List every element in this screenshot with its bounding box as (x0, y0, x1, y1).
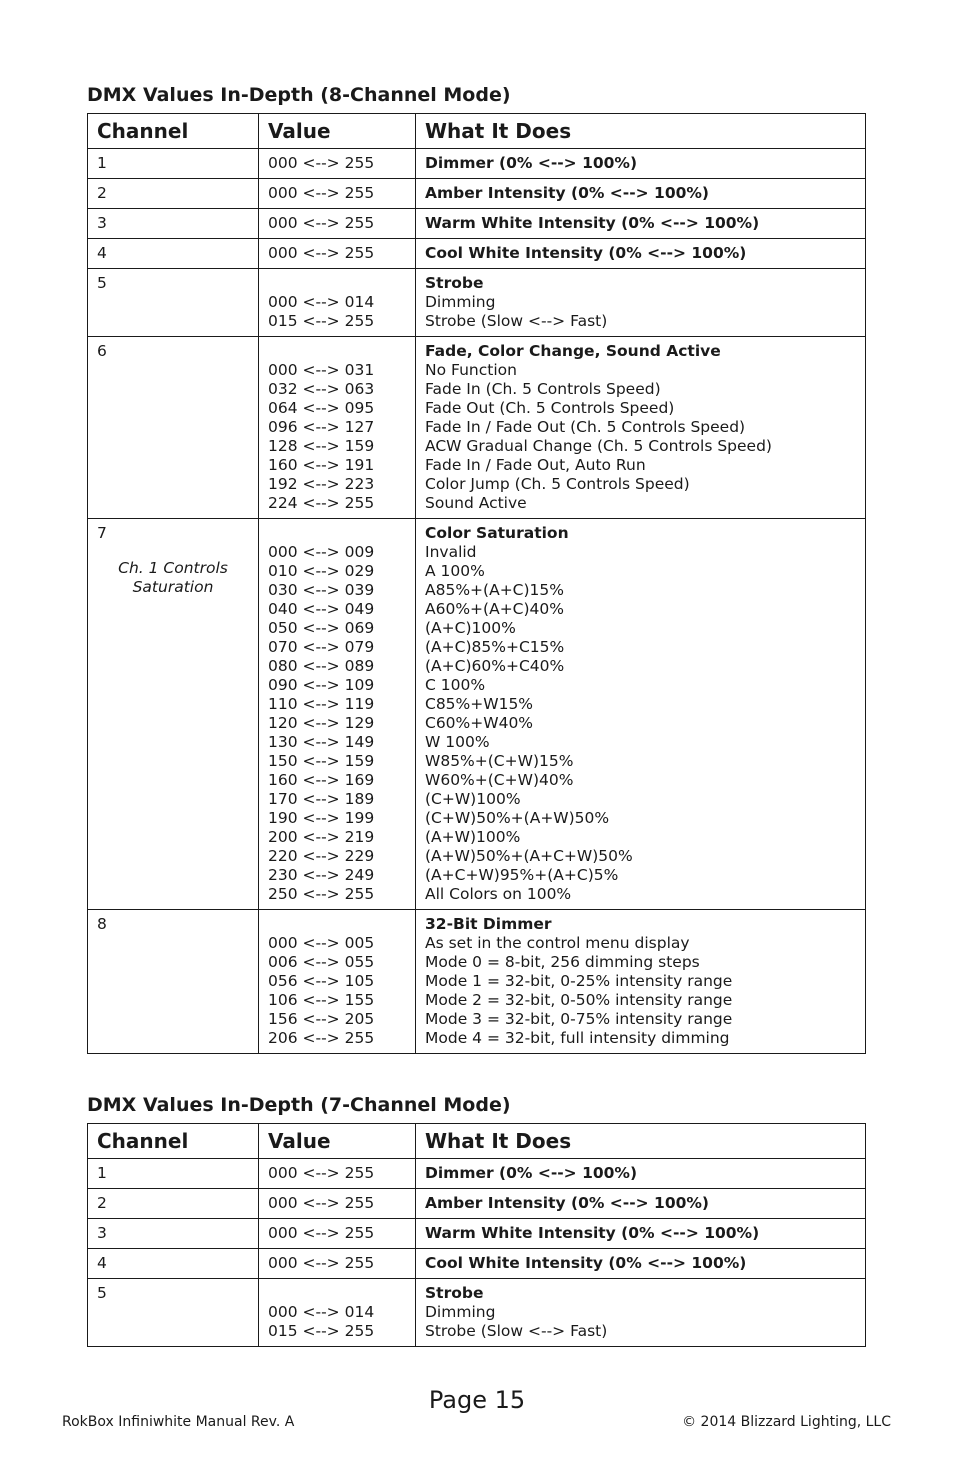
description-item: Mode 1 = 32-bit, 0-25% intensity range (425, 972, 733, 990)
channel-number: 2 (97, 1194, 107, 1212)
description-cell (416, 1159, 866, 1189)
description-item: A 100% (425, 562, 485, 580)
table-row (88, 269, 866, 337)
header-channel: Channel (88, 1124, 259, 1159)
value-range: 000 <--> 255 (268, 184, 375, 202)
table-body (88, 1159, 866, 1347)
description-item: (A+C)100% (425, 619, 516, 637)
description-cell (416, 179, 866, 209)
dmx-table-8-channel (87, 113, 866, 1054)
description-heading: Strobe (425, 1284, 484, 1302)
value-range: 006 <--> 055 (268, 953, 375, 971)
description-heading: Color Saturation (425, 524, 569, 542)
description-cell (416, 1249, 866, 1279)
description-item: Strobe (Slow <--> Fast) (425, 312, 608, 330)
description-heading: Cool White Intensity (0% <--> 100%) (425, 244, 747, 262)
value-range: 080 <--> 089 (268, 657, 375, 675)
description-item: Fade Out (Ch. 5 Controls Speed) (425, 399, 675, 417)
section-7-channel (87, 1093, 866, 1347)
value-spacer (268, 915, 406, 934)
value-range: 000 <--> 005 (268, 934, 375, 952)
value-range: 230 <--> 249 (268, 866, 375, 884)
channel-number: 7 (97, 524, 107, 542)
value-range: 192 <--> 223 (268, 475, 375, 493)
table-row (88, 1159, 866, 1189)
value-range: 160 <--> 191 (268, 456, 375, 474)
value-cell (259, 149, 416, 179)
section-title-7-channel: DMX Values In-Depth (7-Channel Mode) (87, 1094, 511, 1116)
header-what-it-does: What It Does (416, 1124, 866, 1159)
value-range: 000 <--> 009 (268, 543, 375, 561)
description-item: No Function (425, 361, 517, 379)
value-range: 040 <--> 049 (268, 600, 375, 618)
value-range: 000 <--> 031 (268, 361, 375, 379)
description-cell (416, 1189, 866, 1219)
value-range: 106 <--> 155 (268, 991, 375, 1009)
description-heading: Fade, Color Change, Sound Active (425, 342, 721, 360)
description-cell (416, 209, 866, 239)
description-item: Invalid (425, 543, 477, 561)
value-range: 160 <--> 169 (268, 771, 375, 789)
description-cell (416, 239, 866, 269)
table-row (88, 910, 866, 1054)
footer-manual-title: RokBox Infiniwhite Manual Rev. A (62, 1414, 295, 1430)
value-range: 032 <--> 063 (268, 380, 375, 398)
table-header-row (88, 1124, 866, 1159)
value-cell (259, 269, 416, 337)
value-range: 110 <--> 119 (268, 695, 375, 713)
channel-number: 3 (97, 1224, 107, 1242)
description-item: Mode 0 = 8-bit, 256 dimming steps (425, 953, 700, 971)
description-heading: Warm White Intensity (0% <--> 100%) (425, 1224, 760, 1242)
description-item: (A+W)50%+(A+C+W)50% (425, 847, 633, 865)
table-row (88, 179, 866, 209)
value-range: 015 <--> 255 (268, 312, 375, 330)
channel-number: 5 (97, 274, 107, 292)
value-range: 120 <--> 129 (268, 714, 375, 732)
description-item: Mode 2 = 32-bit, 0-50% intensity range (425, 991, 733, 1009)
footer-copyright: © 2014 Blizzard Lighting, LLC (682, 1414, 891, 1430)
channel-cell (88, 179, 259, 209)
description-item: Dimming (425, 293, 496, 311)
value-spacer (268, 342, 406, 361)
description-heading: 32-Bit Dimmer (425, 915, 552, 933)
channel-number: 6 (97, 342, 107, 360)
value-cell (259, 239, 416, 269)
value-range: 170 <--> 189 (268, 790, 375, 808)
description-heading: Warm White Intensity (0% <--> 100%) (425, 214, 760, 232)
value-range: 064 <--> 095 (268, 399, 375, 417)
table-row (88, 239, 866, 269)
channel-cell (88, 149, 259, 179)
channel-cell (88, 1249, 259, 1279)
description-item: W85%+(C+W)15% (425, 752, 574, 770)
value-spacer (268, 274, 406, 293)
channel-number: 8 (97, 915, 107, 933)
description-cell (416, 269, 866, 337)
value-cell (259, 910, 416, 1054)
description-cell (416, 910, 866, 1054)
value-range: 000 <--> 255 (268, 1194, 375, 1212)
channel-cell (88, 337, 259, 519)
description-heading: Strobe (425, 274, 484, 292)
channel-number: 1 (97, 154, 107, 172)
section-8-channel (87, 83, 866, 1054)
description-item: (A+W)100% (425, 828, 521, 846)
description-cell (416, 1279, 866, 1347)
table-row (88, 1219, 866, 1249)
value-range: 156 <--> 205 (268, 1010, 375, 1028)
value-cell (259, 519, 416, 910)
channel-number: 4 (97, 1254, 107, 1272)
description-item: W60%+(C+W)40% (425, 771, 574, 789)
description-item: W 100% (425, 733, 490, 751)
description-item: Mode 3 = 32-bit, 0-75% intensity range (425, 1010, 733, 1028)
value-range: 150 <--> 159 (268, 752, 375, 770)
value-range: 000 <--> 014 (268, 293, 375, 311)
value-range: 200 <--> 219 (268, 828, 375, 846)
value-spacer (268, 524, 406, 543)
value-cell (259, 1249, 416, 1279)
description-item: As set in the control menu display (425, 934, 690, 952)
description-heading: Cool White Intensity (0% <--> 100%) (425, 1254, 747, 1272)
value-cell (259, 1159, 416, 1189)
description-heading: Amber Intensity (0% <--> 100%) (425, 1194, 710, 1212)
value-cell (259, 179, 416, 209)
description-item: Fade In / Fade Out (Ch. 5 Controls Speed) (425, 418, 746, 436)
description-item: Sound Active (425, 494, 527, 512)
value-range: 000 <--> 255 (268, 154, 375, 172)
description-item: (A+C)60%+C40% (425, 657, 565, 675)
header-value: Value (259, 114, 416, 149)
description-item: Fade In (Ch. 5 Controls Speed) (425, 380, 661, 398)
value-cell (259, 1279, 416, 1347)
channel-cell (88, 239, 259, 269)
table-row (88, 1249, 866, 1279)
description-item: A85%+(A+C)15% (425, 581, 565, 599)
description-cell (416, 149, 866, 179)
page-number: Page 15 (428, 1386, 526, 1414)
value-range: 250 <--> 255 (268, 885, 375, 903)
value-range: 070 <--> 079 (268, 638, 375, 656)
value-range: 030 <--> 039 (268, 581, 375, 599)
description-item: Mode 4 = 32-bit, full intensity dimming (425, 1029, 730, 1047)
table-row (88, 209, 866, 239)
description-item: (A+C+W)95%+(A+C)5% (425, 866, 619, 884)
table-body (88, 149, 866, 1054)
channel-cell (88, 910, 259, 1054)
description-item: ACW Gradual Change (Ch. 5 Controls Speed) (425, 437, 772, 455)
value-range: 000 <--> 255 (268, 1254, 375, 1272)
section-title-8-channel: DMX Values In-Depth (8-Channel Mode) (87, 84, 511, 106)
channel-cell (88, 1189, 259, 1219)
table-row (88, 337, 866, 519)
value-range: 130 <--> 149 (268, 733, 375, 751)
value-range: 000 <--> 255 (268, 214, 375, 232)
description-item: Fade In / Fade Out, Auto Run (425, 456, 646, 474)
description-item: Color Jump (Ch. 5 Controls Speed) (425, 475, 690, 493)
description-heading: Dimmer (0% <--> 100%) (425, 1164, 638, 1182)
description-cell (416, 519, 866, 910)
channel-cell (88, 209, 259, 239)
channel-number: 5 (97, 1284, 107, 1302)
value-range: 000 <--> 255 (268, 244, 375, 262)
description-heading: Amber Intensity (0% <--> 100%) (425, 184, 710, 202)
dmx-table-7-channel (87, 1123, 866, 1347)
header-value: Value (259, 1124, 416, 1159)
value-range: 206 <--> 255 (268, 1029, 375, 1047)
channel-note (97, 543, 249, 597)
description-heading: Dimmer (0% <--> 100%) (425, 154, 638, 172)
description-item: (C+W)100% (425, 790, 521, 808)
value-range: 015 <--> 255 (268, 1322, 375, 1340)
value-range: 128 <--> 159 (268, 437, 375, 455)
table-row (88, 1189, 866, 1219)
value-range: 096 <--> 127 (268, 418, 375, 436)
channel-number: 3 (97, 214, 107, 232)
description-item: (A+C)85%+C15% (425, 638, 565, 656)
value-range: 000 <--> 255 (268, 1224, 375, 1242)
value-range: 224 <--> 255 (268, 494, 375, 512)
description-item: All Colors on 100% (425, 885, 572, 903)
channel-cell (88, 1279, 259, 1347)
value-cell (259, 337, 416, 519)
description-item: (C+W)50%+(A+W)50% (425, 809, 610, 827)
value-cell (259, 1219, 416, 1249)
value-range: 190 <--> 199 (268, 809, 375, 827)
description-item: C85%+W15% (425, 695, 534, 713)
description-item: Strobe (Slow <--> Fast) (425, 1322, 608, 1340)
value-range: 000 <--> 014 (268, 1303, 375, 1321)
channel-number: 2 (97, 184, 107, 202)
table-row (88, 1279, 866, 1347)
channel-cell (88, 519, 259, 910)
value-range: 220 <--> 229 (268, 847, 375, 865)
header-what-it-does: What It Does (416, 114, 866, 149)
value-range: 000 <--> 255 (268, 1164, 375, 1182)
table-row (88, 149, 866, 179)
channel-cell (88, 1159, 259, 1189)
table-header-row (88, 114, 866, 149)
description-item: C60%+W40% (425, 714, 534, 732)
description-item: A60%+(A+C)40% (425, 600, 565, 618)
description-item: C 100% (425, 676, 486, 694)
value-range: 010 <--> 029 (268, 562, 375, 580)
channel-number: 4 (97, 244, 107, 262)
channel-cell (88, 1219, 259, 1249)
value-cell (259, 209, 416, 239)
header-channel: Channel (88, 114, 259, 149)
channel-note-line: Ch. 1 Controls (118, 559, 228, 577)
description-cell (416, 337, 866, 519)
description-cell (416, 1219, 866, 1249)
channel-number: 1 (97, 1164, 107, 1182)
table-row (88, 519, 866, 910)
channel-note-line: Saturation (132, 578, 214, 596)
value-range: 050 <--> 069 (268, 619, 375, 637)
value-range: 090 <--> 109 (268, 676, 375, 694)
value-cell (259, 1189, 416, 1219)
value-spacer (268, 1284, 406, 1303)
description-item: Dimming (425, 1303, 496, 1321)
value-range: 056 <--> 105 (268, 972, 375, 990)
channel-cell (88, 269, 259, 337)
